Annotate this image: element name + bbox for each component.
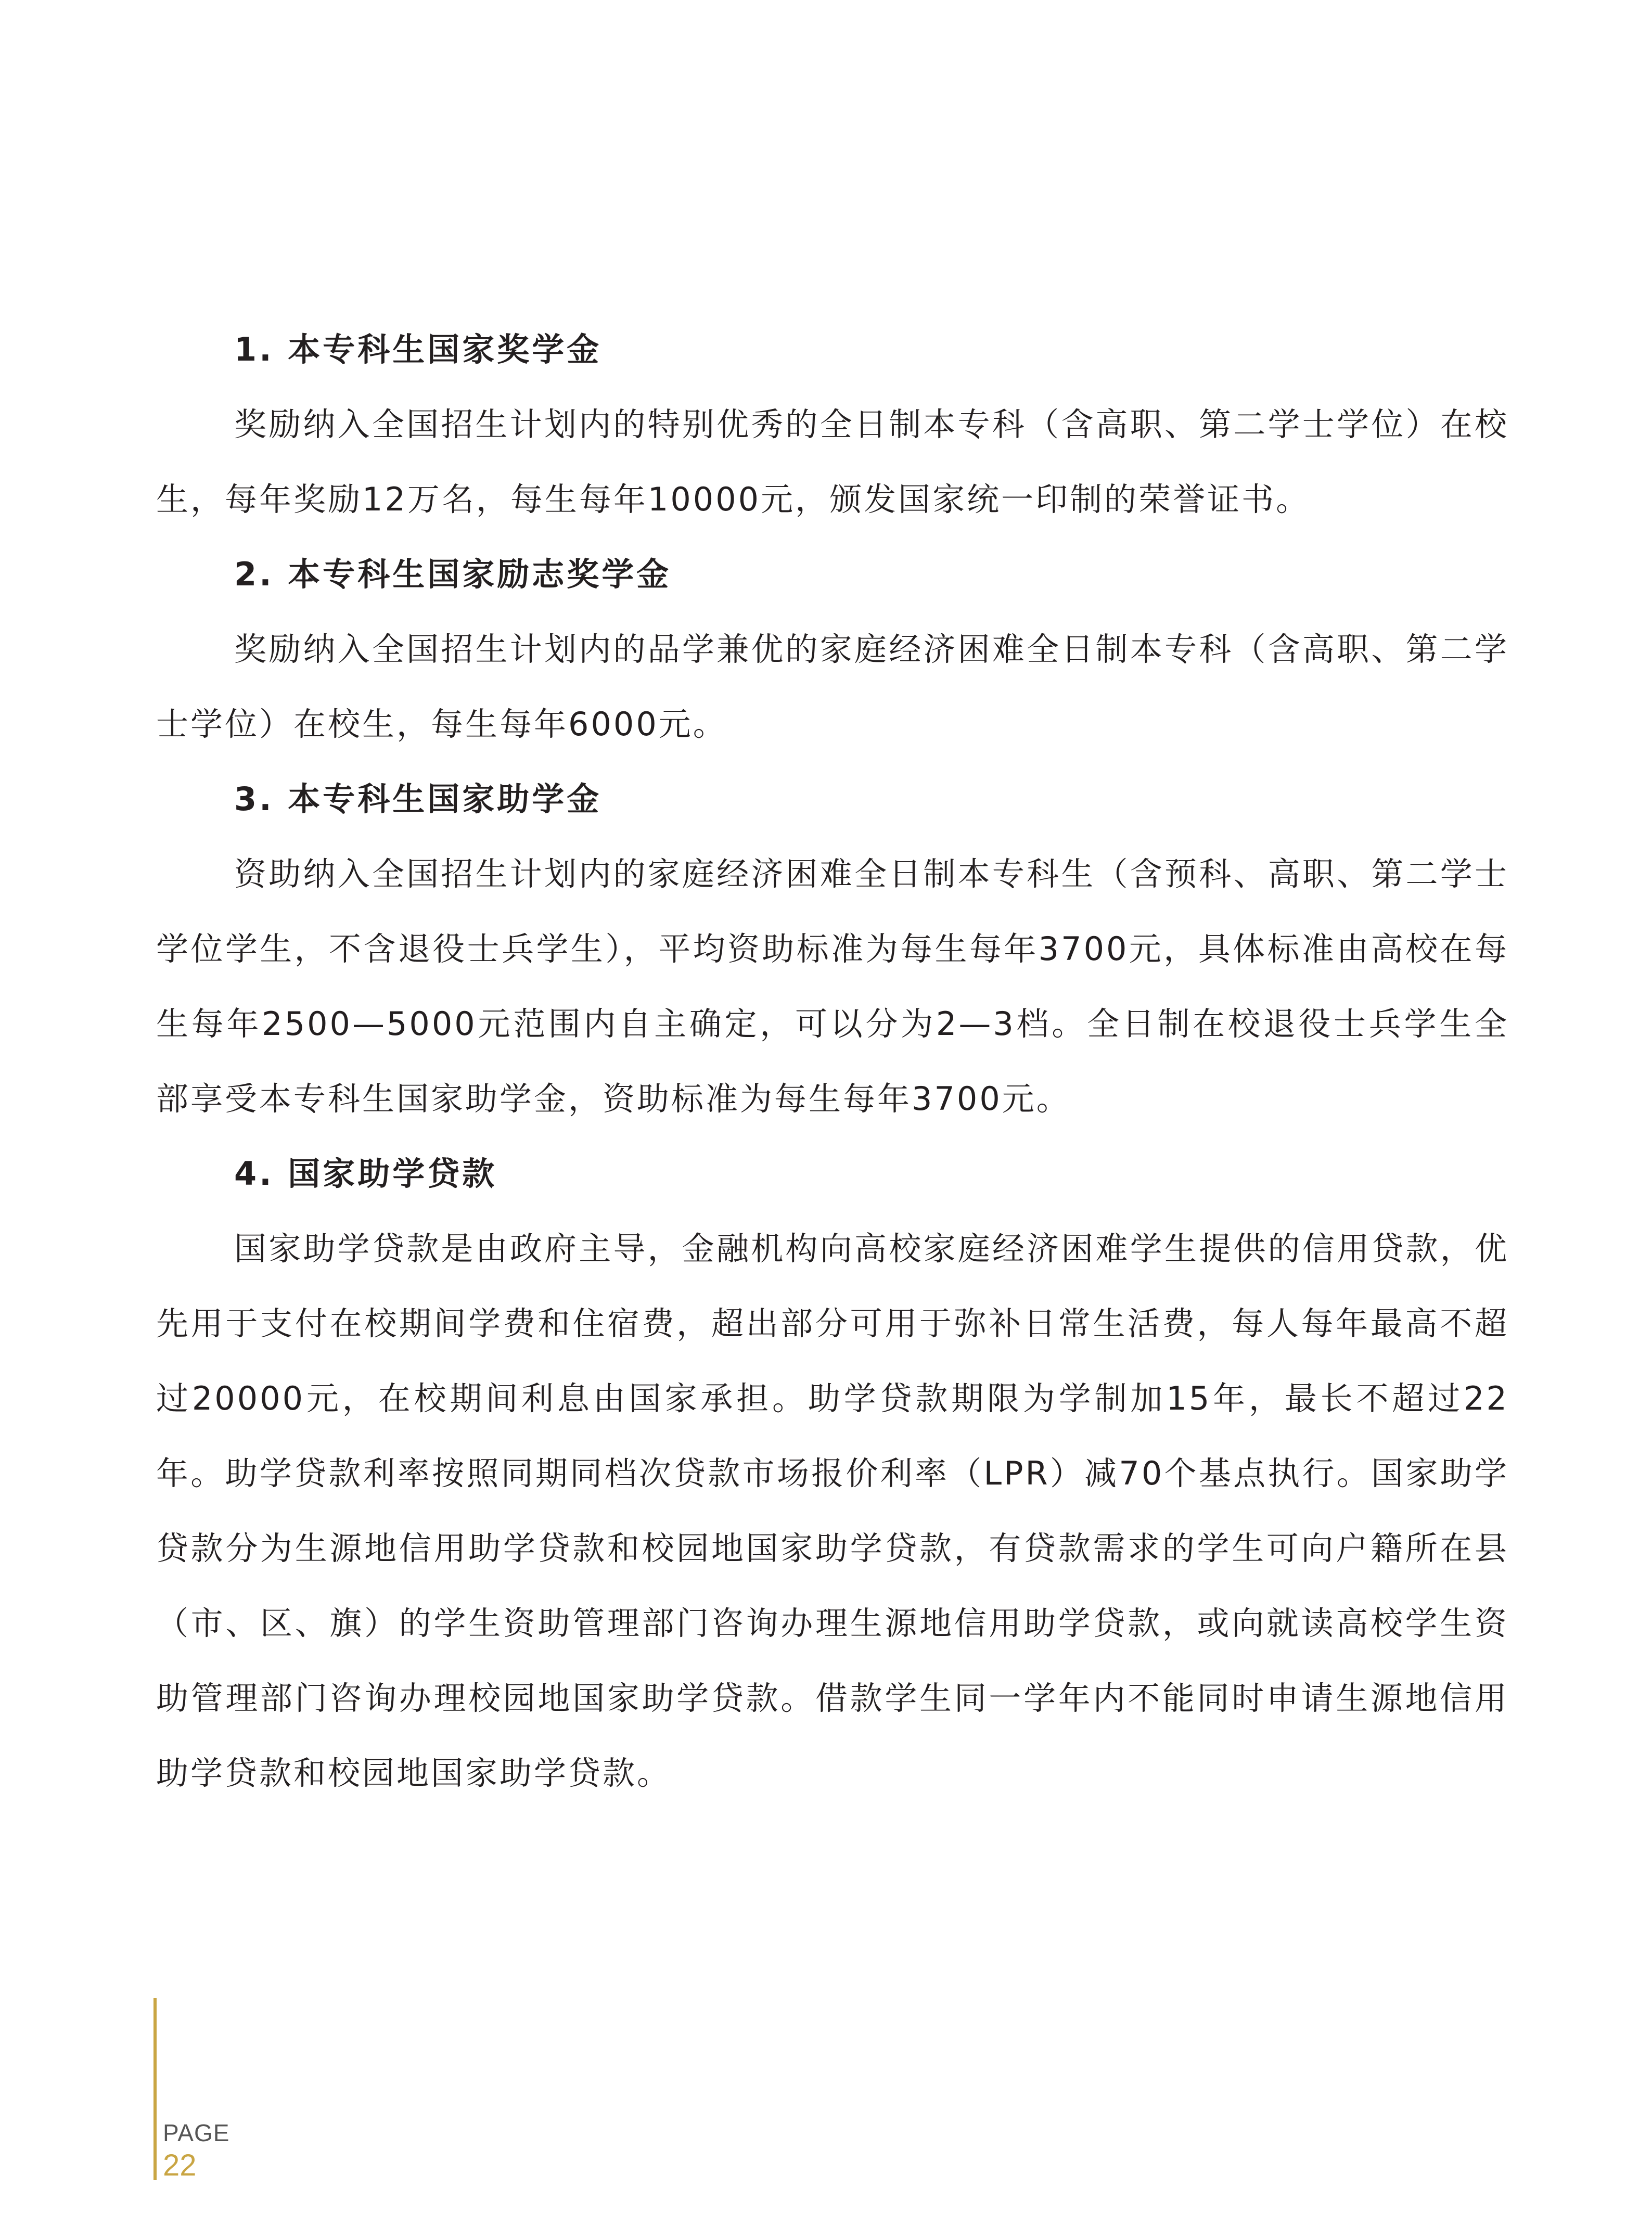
section-paragraph-national-grant: 资助纳入全国招生计划内的家庭经济困难全日制本专科生（含预科、高职、第二学士学位学生，不含退役士兵学生），平均资助标准为每生每年3700元，具体标准由高校在每生每年2500—5000元范围内自主确定，可以分为2—3档。全日制在校退役士兵学生全部享受本专科生国家助学金，资助标准为每生每年3700元。 (156, 855, 1509, 1118)
section-paragraph-national-scholarship: 奖励纳入全国招生计划内的特别优秀的全日制本专科（含高职、第二学士学位）在校生，每年奖励12万名，每生每年10000元，颁发国家统一印制的荣誉证书。 (156, 405, 1509, 518)
page-label: PAGE (163, 2119, 230, 2146)
section-paragraph-encouragement-scholarship: 奖励纳入全国招生计划内的品学兼优的家庭经济困难全日制本专科（含高职、第二学士学位）在校生，每生每年6000元。 (156, 630, 1509, 743)
section-heading-student-loan: 4. 国家助学贷款 (234, 1155, 497, 1193)
section-paragraph-student-loan: 国家助学贷款是由政府主导，金融机构向高校家庭经济困难学生提供的信用贷款，优先用于支付在校期间学费和住宿费，超出部分可用于弥补日常生活费，每人每年最高不超过20000元，在校期间利息由国家承担。助学贷款期限为学制加15年，最长不超过22年。助学贷款利率按照同期同档次贷款市场报价利率（LPR）减70个基点执行。国家助学贷款分为生源地信用助学贷款和校园地国家助学贷款，有贷款需求的学生可向户籍所在县（市、区、旗）的学生资助管理部门咨询办理生源地信用助学贷款，或向就读高校学生资助管理部门咨询办理校园地国家助学贷款。借款学生同一学年内不能同时申请生源地信用助学贷款和校园地国家助学贷款。 (156, 1230, 1509, 1792)
section-heading-encouragement-scholarship: 2. 本专科生国家励志奖学金 (234, 555, 672, 593)
page-footer-rule (153, 1998, 157, 2180)
document-body (156, 312, 1509, 1811)
section-heading-national-scholarship: 1. 本专科生国家奖学金 (234, 330, 602, 368)
section-heading-national-grant: 3. 本专科生国家助学金 (234, 780, 602, 818)
page-number: 22 (163, 2148, 197, 2182)
